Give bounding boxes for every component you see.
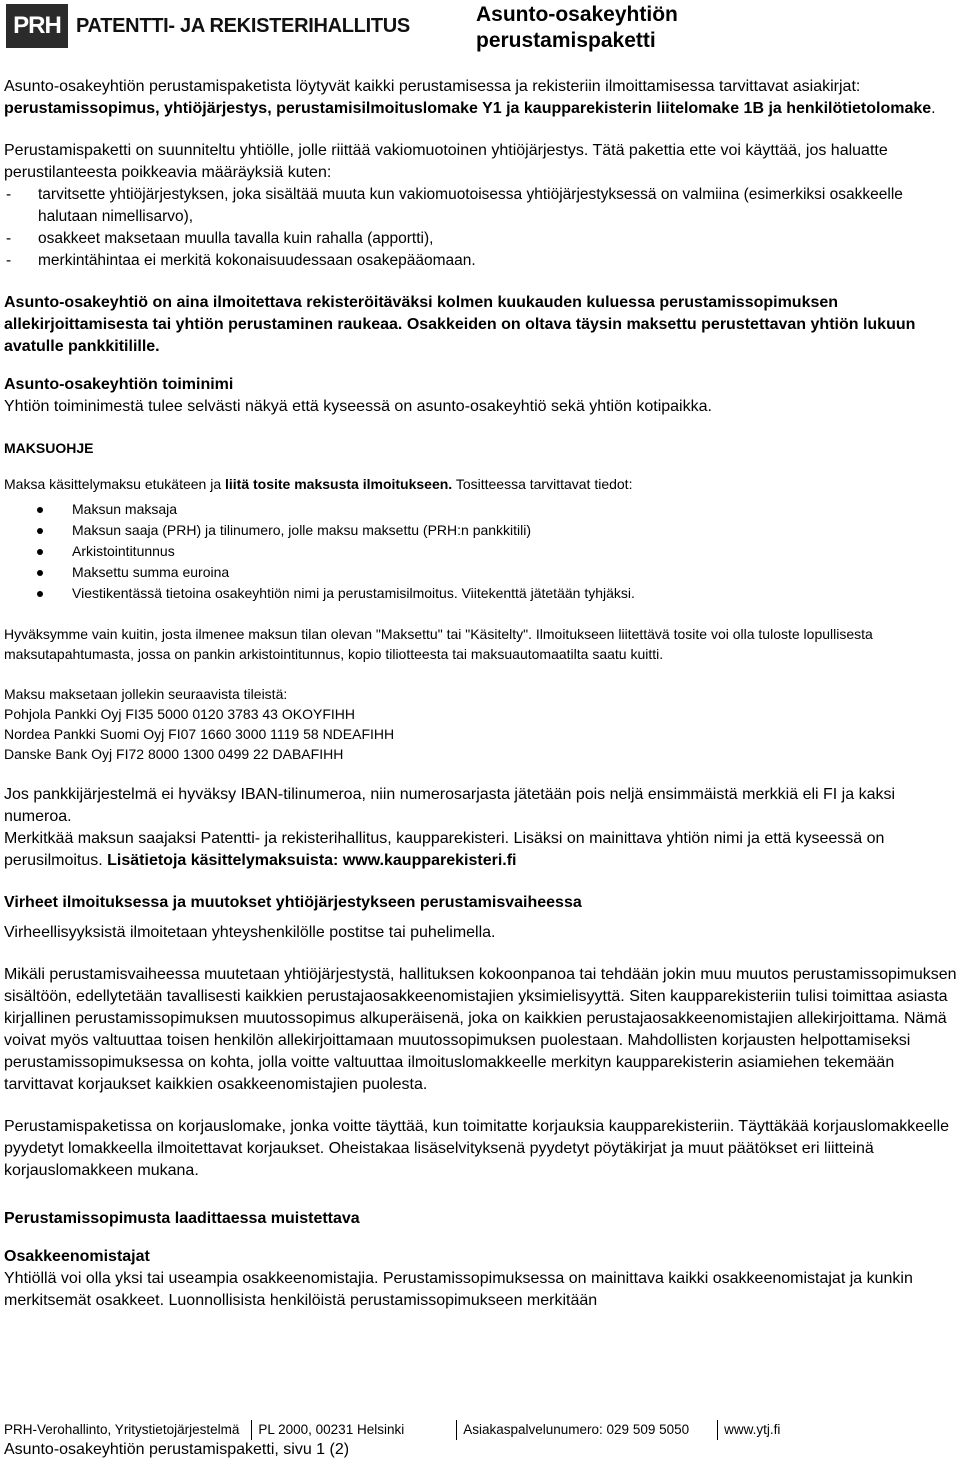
section-heading-maksuohje: MAKSUOHJE — [4, 440, 94, 456]
document-body — [4, 76, 958, 1312]
footer-organization: PRH-Verohallinto, Yritystietojärjestelmä — [4, 1422, 240, 1437]
intro-paragraph — [4, 76, 958, 120]
section-heading-virheet: Virheet ilmoituksessa ja muutokset yhtiöjärjestykseen perustamisvaiheessa — [4, 894, 582, 911]
virheet-paragraph-1: Virheellisyyksistä ilmoitetaan yhteyshenkilölle postitse tai puhelimella. — [4, 924, 496, 941]
page-number: Asunto-osakeyhtiön perustamispaketti, sivu 1 (2) — [4, 1441, 350, 1458]
intro-documents: perustamissopimus, yhtiöjärjestys, perustamisilmoituslomake Y1 ja kaupparekisterin liitelomake 1B ja henkilötietolomake — [4, 100, 932, 117]
bullet-icon — [37, 528, 43, 534]
list-item: - tarvitsette yhtiöjärjestyksen, joka sisältää muuta kun vakiomuotoisessa yhtiöjärjestyksessä on valmiina (esimerkiksi osakkeelle halutaan nimellisarvo), — [4, 184, 958, 228]
list-item: Maksun maksaja — [4, 499, 958, 520]
list-item: Viestikentässä tietoina osakeyhtiön nimi ja perustamisilmoitus. Viitekenttä jätetään tyhjäksi. — [4, 583, 958, 604]
footer-contact-row — [4, 1420, 958, 1440]
bullet-icon — [37, 570, 43, 576]
virheet-paragraph-3: Perustamispaketissa on korjauslomake, jonka voitte täyttää, kun toimitatte korjauksia kaupparekisteriin. Täyttäkää korjauslomakkeelle pyydetyt lomakkeella ilmoitettavat korjaukset. Oheistakaa lisäselvityksenä pyydetyt pöytäkirjat ja muut päätökset eri liitteinä korjauslomakkeen mukana. — [4, 1118, 950, 1179]
bullet-icon — [37, 549, 43, 555]
payment-recipient — [4, 828, 958, 872]
fees-info-link-text: Lisätietoja käsittelymaksuista: www.kaupparekisteri.fi — [107, 852, 517, 869]
payment-lead-bold: liitä tosite maksusta ilmoitukseen. — [225, 476, 453, 492]
list-item: Maksun saaja (PRH) ja tilinumero, jolle maksu maksettu (PRH:n pankkitili) — [4, 520, 958, 541]
registration-notice: Asunto-osakeyhtiö on aina ilmoitettava rekisteröitäväksi kolmen kuukauden kuluessa perustamissopimuksen allekirjoittamisesta tai yhtiön perustaminen raukeaa. Osakkeiden on oltava täysin maksettu perustettavan yhtiön lukuun avatulle pankkitilille. — [4, 294, 916, 355]
section-heading-sopimus: Perustamissopimusta laadittaessa muistettava — [4, 1210, 360, 1227]
bank-account: Danske Bank Oyj FI72 8000 1300 0499 22 DABAFIHH — [4, 746, 344, 762]
payment-lead — [4, 474, 958, 494]
section-heading-toiminimi: Asunto-osakeyhtiön toiminimi — [4, 376, 234, 393]
receipt-acceptance: Hyväksymme vain kuitin, josta ilmenee maksun tilan olevan "Maksettu" tai "Käsitelty". Ilmoitukseen liitettävä tosite voi olla tuloste lopullisesta maksutapahtumasta, jossa on pankin arkistointitunnus, kopio tiliotteesta tai maksuautomaatilta saatu kuitti. — [4, 626, 873, 662]
package-paragraph: Perustamispaketti on suunniteltu yhtiölle, jolle riittää vakiomuotoinen yhtiöjärjestys. Tätä pakettia ette voi käyttää, jos haluatte perustilanteesta poikkeavia määräyksiä kuten: — [4, 142, 888, 181]
prh-logo — [6, 4, 410, 48]
subheading-osakkeenomistajat: Osakkeenomistajat — [4, 1248, 150, 1265]
iban-note: Jos pankkijärjestelmä ei hyväksy IBAN-tilinumeroa, niin numerosarjasta jätetään pois neljä ensimmäistä merkkiä eli FI ja kaksi numeroa. — [4, 786, 896, 825]
bank-account: Nordea Pankki Suomi Oyj FI07 1660 3000 1119 58 NDEAFIHH — [4, 726, 395, 742]
receipt-requirements-list — [4, 499, 958, 604]
title-line-2: perustamispaketti — [476, 29, 656, 52]
exception-list — [4, 184, 958, 272]
footer-address: PL 2000, 00231 Helsinki — [251, 1420, 456, 1440]
osakkeenomistajat-text: Yhtiöllä voi olla yksi tai useampia osakkeenomistajia. Perustamissopimuksessa on mainittava kaikki osakkeenomistajat ja kunkin merkitsemät osakkeet. Luonnollisista henkilöistä perustamissopimukseen merkitään — [4, 1270, 913, 1309]
recipient-text: Merkitkää maksun saajaksi Patentti- ja rekisterihallitus, kaupparekisteri. Lisäksi on mainittava yhtiön nimi ja että kyseessä on perusilmoitus. — [4, 830, 885, 869]
list-item: Maksettu summa euroina — [4, 562, 958, 583]
title-line-1: Asunto-osakeyhtiön — [476, 3, 678, 26]
bank-account: Pohjola Pankki Oyj FI35 5000 0120 3783 43 OKOYFIHH — [4, 706, 355, 722]
logo-text: PATENTTI- JA REKISTERIHALLITUS — [76, 14, 410, 37]
list-item: Arkistointitunnus — [4, 541, 958, 562]
virheet-paragraph-2: Mikäli perustamisvaiheessa muutetaan yhtiöjärjestystä, hallituksen kokoonpanoa tai tehdään jokin muu muutos perustamissopimuksen sisältöön, edellytetään tavallisesti kaikkien perustajaosakkeenomistajien yksimielisyyttä. Siten kaupparekisteriin tulisi toimittaa asiasta kirjallinen perustamissopimuksen muutossopimus alkuperäisenä, joka on kaikkien perustajaosakkeenomistajien allekirjoittama. Nämä voivat myös valtuuttaa toisen henkilön allekirjoittamaan muutossopimuksen puolestaan. Mahdollisten korjausten helpottamiseksi perustamissopimuksessa on kohta, jolla voitte valtuuttaa ilmoituslomakkeelle merkityn kaupparekisterin asiamiehen tekemään tarvittavat korjaukset kaikkien osakkeenomistajien puolesta. — [4, 966, 957, 1093]
page-header — [0, 0, 960, 60]
intro-text: Asunto-osakeyhtiön perustamispaketista löytyvät kaikki perustamisessa ja rekisteriin ilmoittamisessa tarvittavat asiakirjat: — [4, 78, 861, 95]
document-title — [476, 2, 678, 54]
list-item: - osakkeet maksetaan muulla tavalla kuin rahalla (apportti), — [4, 228, 958, 250]
footer-phone: Asiakaspalvelunumero: 029 509 5050 — [456, 1420, 717, 1440]
bullet-icon — [37, 507, 43, 513]
payment-lead-tail: Tositteessa tarvittavat tiedot: — [452, 476, 633, 492]
logo-mark: PRH — [6, 4, 68, 48]
accounts-lead: Maksu maksetaan jollekin seuraavista tileistä: — [4, 686, 288, 702]
toiminimi-text: Yhtiön toiminimestä tulee selvästi näkyä että kyseessä on asunto-osakeyhtiö sekä yhtiön kotipaikka. — [4, 398, 712, 415]
payment-lead-text: Maksa käsittelymaksu etukäteen ja — [4, 476, 225, 492]
bullet-icon — [37, 591, 43, 597]
footer-website: www.ytj.fi — [717, 1420, 792, 1440]
list-item: - merkintähintaa ei merkitä kokonaisuudessaan osakepääomaan. — [4, 250, 958, 272]
page-footer — [4, 1420, 958, 1462]
intro-period: . — [931, 100, 936, 117]
